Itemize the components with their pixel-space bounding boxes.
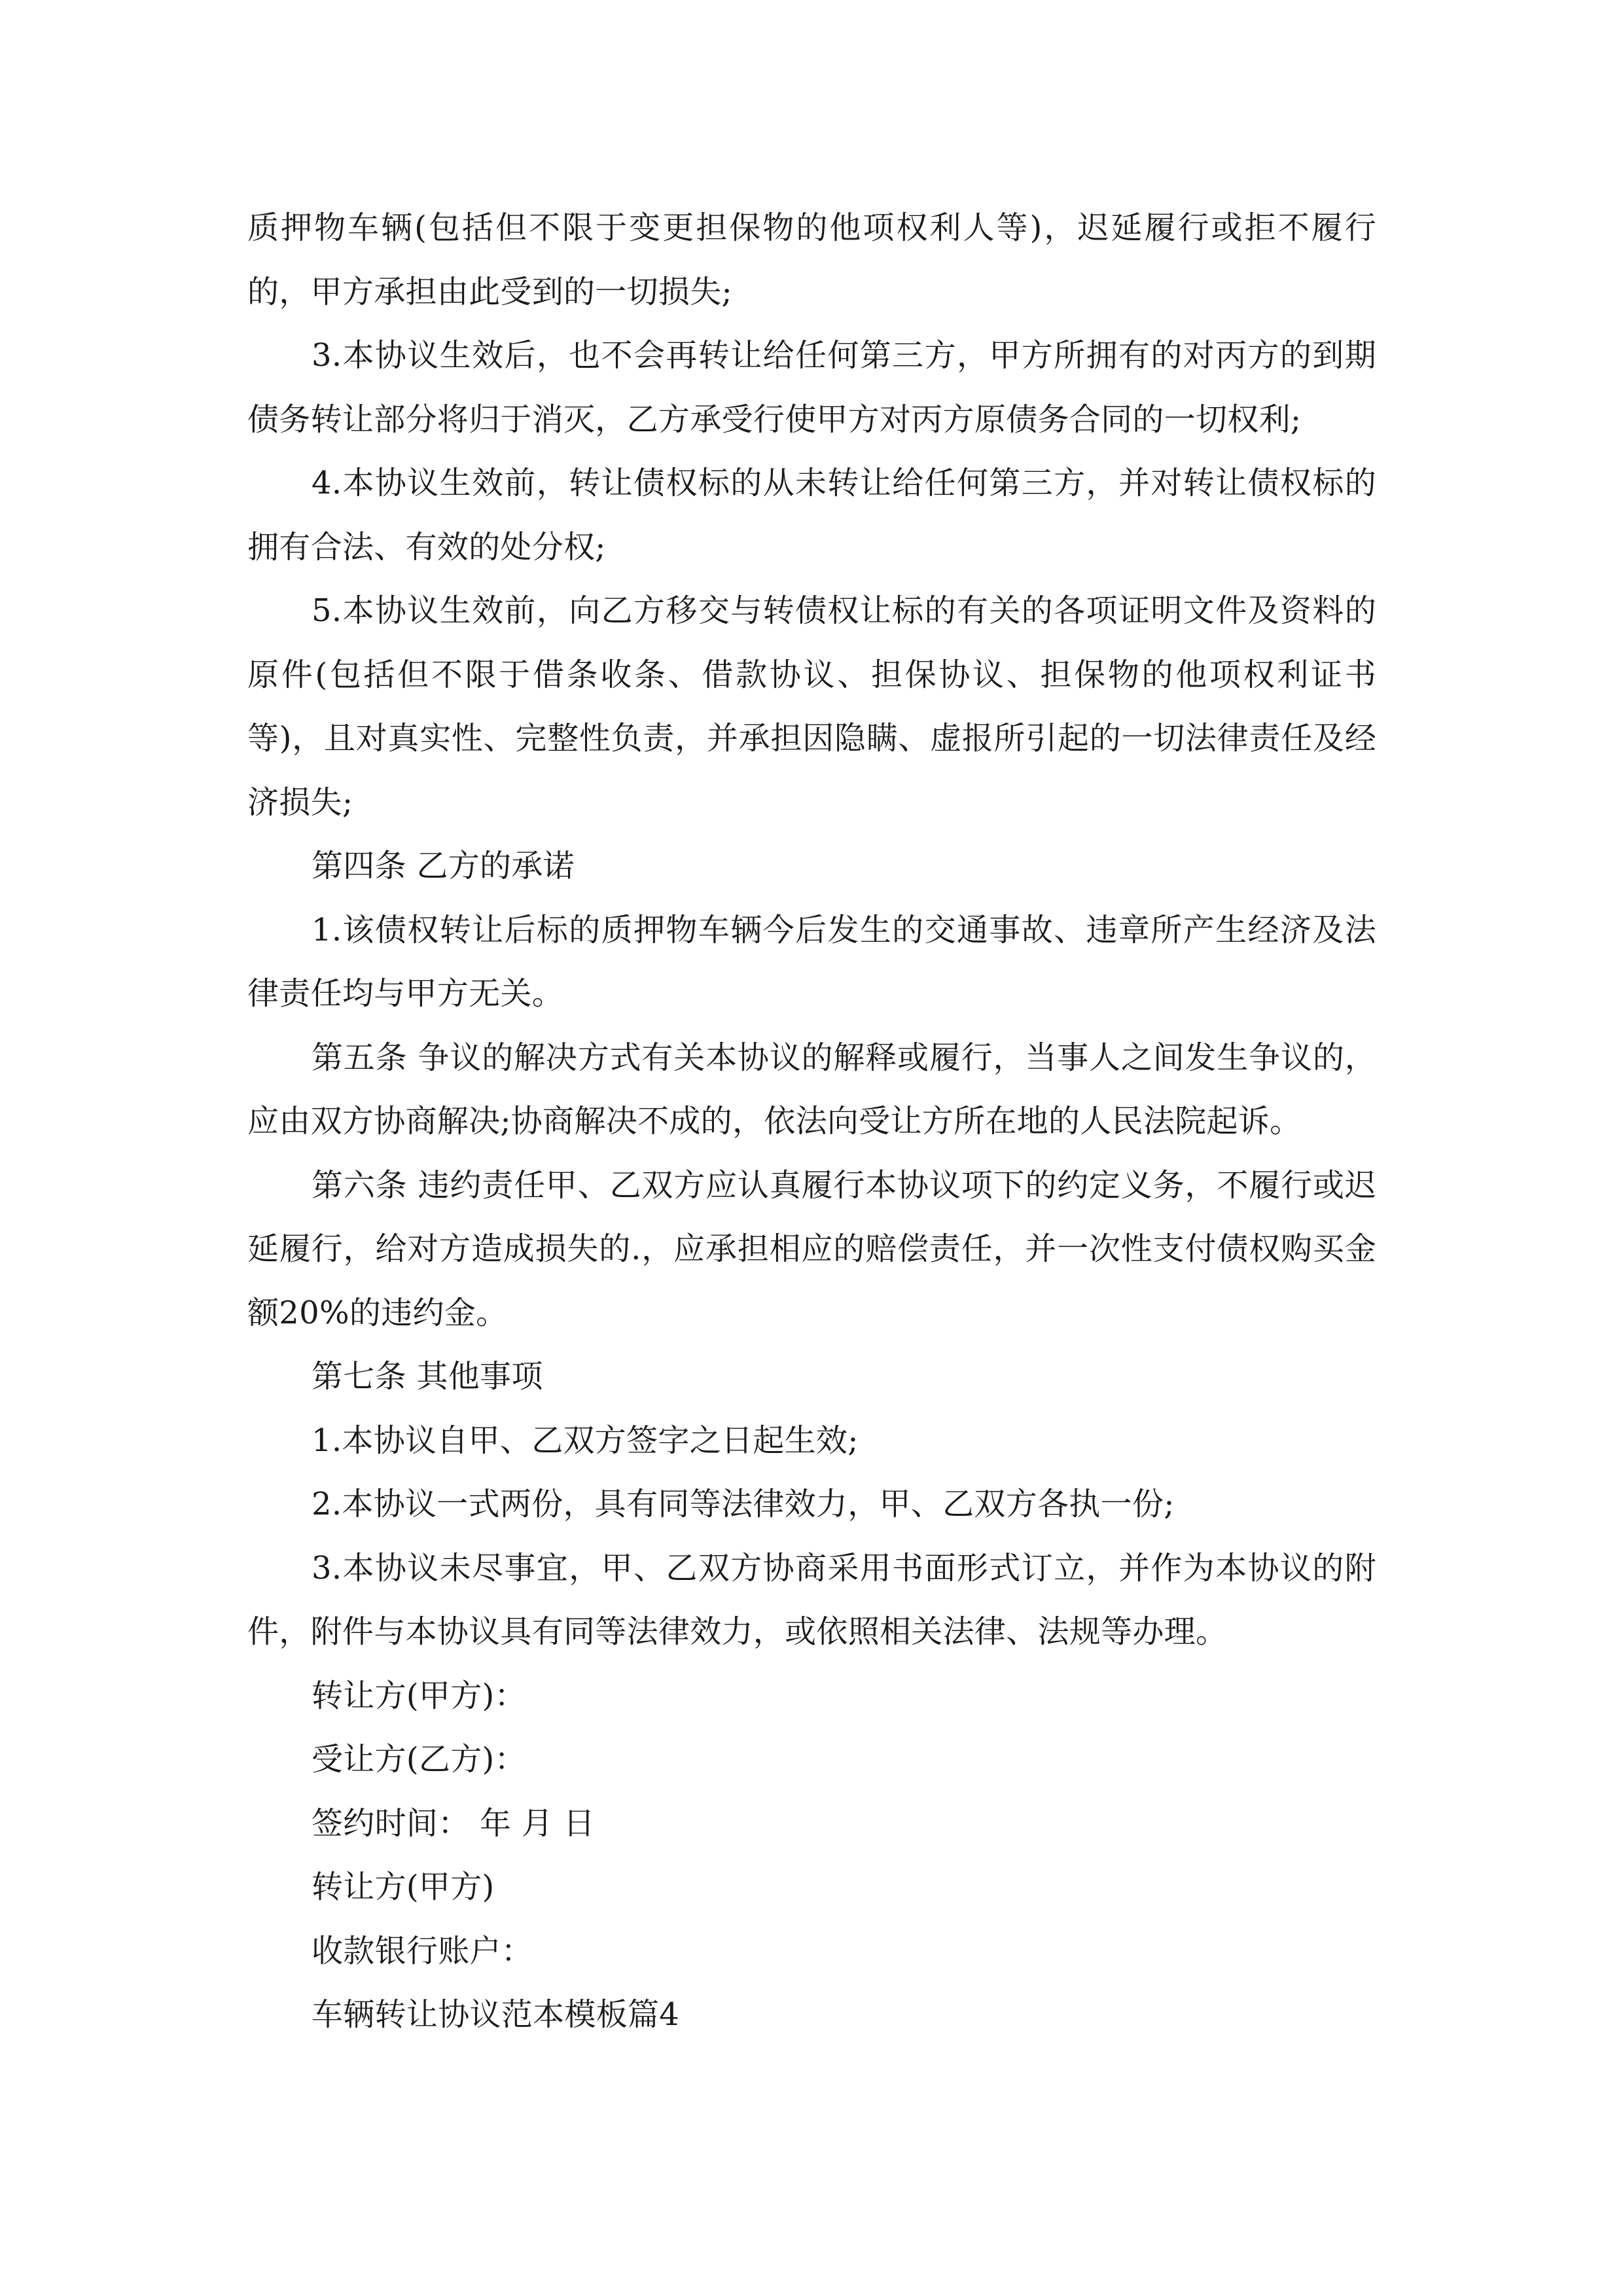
clause-7-2: 2.本协议一式两份，具有同等法律效力，甲、乙双方各执一份; — [312, 1486, 1175, 1522]
clause-3-3: 3.本协议生效后，也不会再转让给任何第三方，甲方所拥有的对丙方的到期债务转让部分将归于消灭，乙方承受行使甲方对丙方原债务合同的一切权利; — [247, 337, 1376, 438]
transferor-label: 转让方(甲方) — [312, 1869, 495, 1905]
article-6: 第六条 违约责任甲、乙双方应认真履行本协议项下的约定义务，不履行或迟延履行，给对方造成损失的.，应承担相应的赔偿责任，并一次性支付债权购买金额20%的违约金。 — [247, 1166, 1376, 1331]
article-7-heading: 第七条 其他事项 — [312, 1358, 543, 1395]
bank-account-label: 收款银行账户： — [312, 1932, 533, 1969]
clause-3-5: 5.本协议生效前，向乙方移交与转债权让标的有关的各项证明文件及资料的原件(包括但不限于借条收条、借款协议、担保协议、担保物的他项权利证书等)，且对真实性、完整性负责，并承担因隐瞒、虚报所引起的一切法律责任及经济损失; — [247, 592, 1376, 821]
document-body — [247, 196, 1376, 2047]
clause-4-1: 1.该债权转让后标的质押物车辆今后发生的交通事故、违章所产生经济及法律责任均与甲方无关。 — [247, 911, 1376, 1012]
article-4-heading: 第四条 乙方的承诺 — [312, 848, 575, 884]
clause-3-4: 4.本协议生效前，转让债权标的从未转让给任何第三方，并对转让债权标的拥有合法、有效的处分权; — [247, 465, 1376, 565]
clause-7-3: 3.本协议未尽事宜，甲、乙双方协商采用书面形式订立，并作为本协议的附件，附件与本协议具有同等法律效力，或依照相关法律、法规等办理。 — [247, 1549, 1376, 1650]
article-5: 第五条 争议的解决方式有关本协议的解释或履行，当事人之间发生争议的，应由双方协商解决;协商解决不成的，依法向受让方所在地的人民法院起诉。 — [247, 1039, 1376, 1139]
signature-transferee: 受让方(乙方)： — [312, 1741, 526, 1778]
signature-transferor: 转让方(甲方)： — [312, 1677, 526, 1714]
section-title: 车辆转让协议范本模板篇4 — [312, 1996, 680, 2033]
clause-7-1: 1.本协议自甲、乙双方签字之日起生效; — [312, 1422, 859, 1459]
signing-date: 签约时间： 年 月 日 — [312, 1804, 596, 1842]
paragraph-continuation: 质押物车辆(包括但不限于变更担保物的他项权利人等)，迟延履行或拒不履行的，甲方承担由此受到的一切损失; — [247, 209, 1376, 310]
